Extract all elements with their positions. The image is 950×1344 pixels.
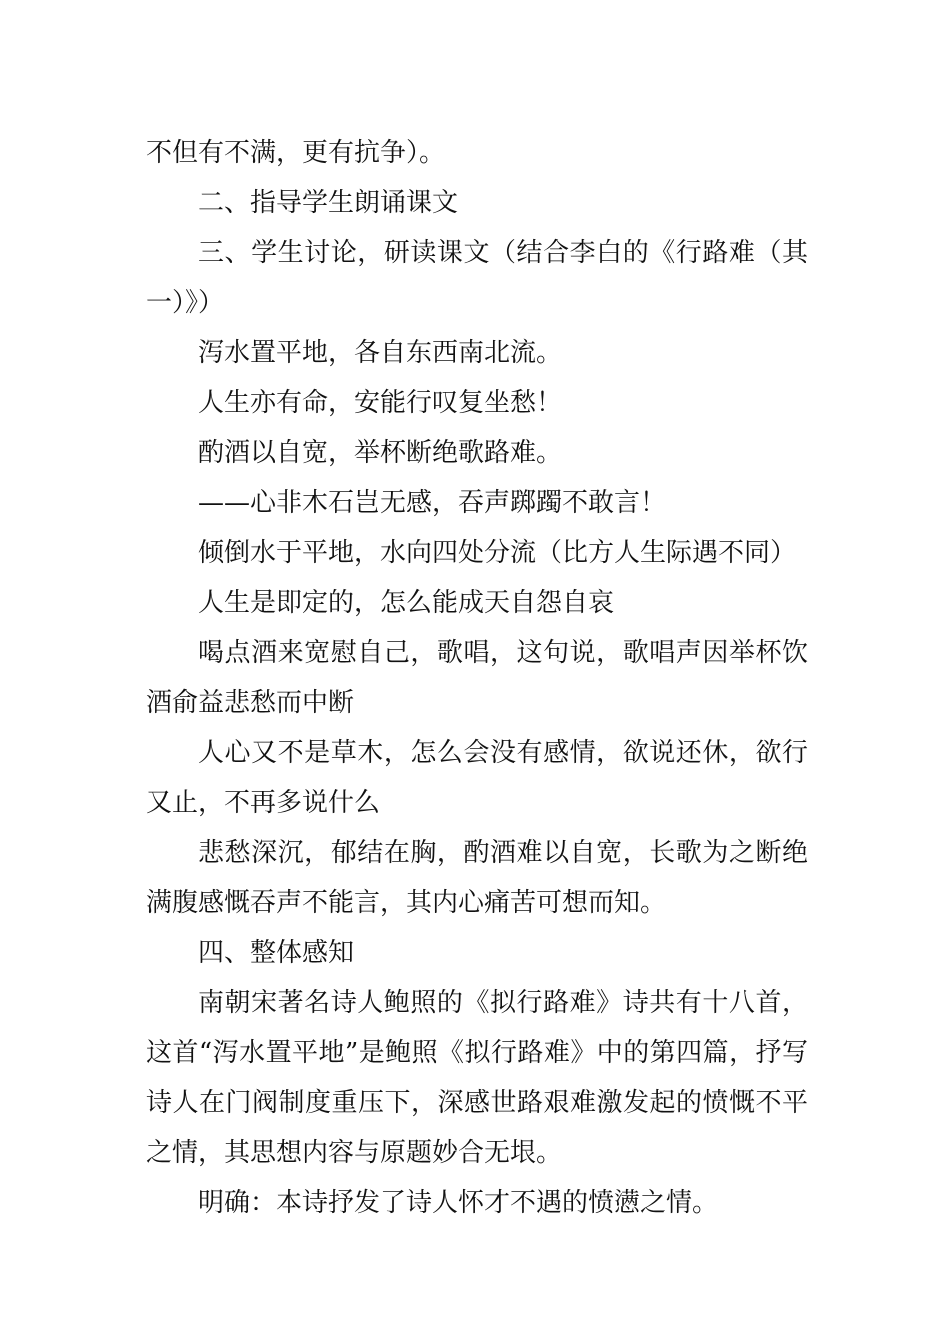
- heading-step-four: 四、整体感知: [198, 938, 355, 968]
- heading-step-three: 三、学生讨论，研读课文（结合李白的《行路难（其一）》）: [146, 238, 808, 318]
- explanation-2: 人生是即定的，怎么能成天自怨自哀: [198, 588, 615, 618]
- explanation-1: 倾倒水于平地，水向四处分流（比方人生际遇不同）: [198, 538, 797, 568]
- explanation-summary: 悲愁深沉，郁结在胸，酌酒难以自宽，长歌为之断绝满腹感慨吞声不能言，其内心痛苦可想而知。: [146, 838, 808, 918]
- poem-line-1: 泻水置平地，各自东西南北流。: [198, 338, 563, 368]
- overall-perception: 南朝宋著名诗人鲍照的《拟行路难》诗共有十八首，这首“泻水置平地”是鲍照《拟行路难》中的第四篇，抒写诗人在门阀制度重压下，深感世路艰难激发起的愤慨不平之情，其思想内容与原题妙合无垠。: [146, 988, 808, 1168]
- heading-step-two: 二、指导学生朗诵课文: [198, 188, 459, 218]
- poem-line-3: 酌酒以自宽，举杯断绝歌路难。: [198, 438, 563, 468]
- poem-line-4: ——心非木石岂无感，吞声踯躅不敢言！: [198, 488, 667, 518]
- poem-line-2: 人生亦有命，安能行叹复坐愁！: [198, 388, 563, 418]
- clarification: 明确：本诗抒发了诗人怀才不遇的愤懑之情。: [198, 1188, 719, 1218]
- document-body: [146, 128, 808, 1228]
- explanation-3: 喝点酒来宽慰自己，歌唱，这句说，歌唱声因举杯饮酒俞益悲愁而中断: [146, 638, 808, 718]
- explanation-4: 人心又不是草木，怎么会没有感情，欲说还休，欲行又止，不再多说什么: [146, 738, 808, 818]
- paragraph-continuation: 不但有不满，更有抗争）。: [146, 138, 446, 168]
